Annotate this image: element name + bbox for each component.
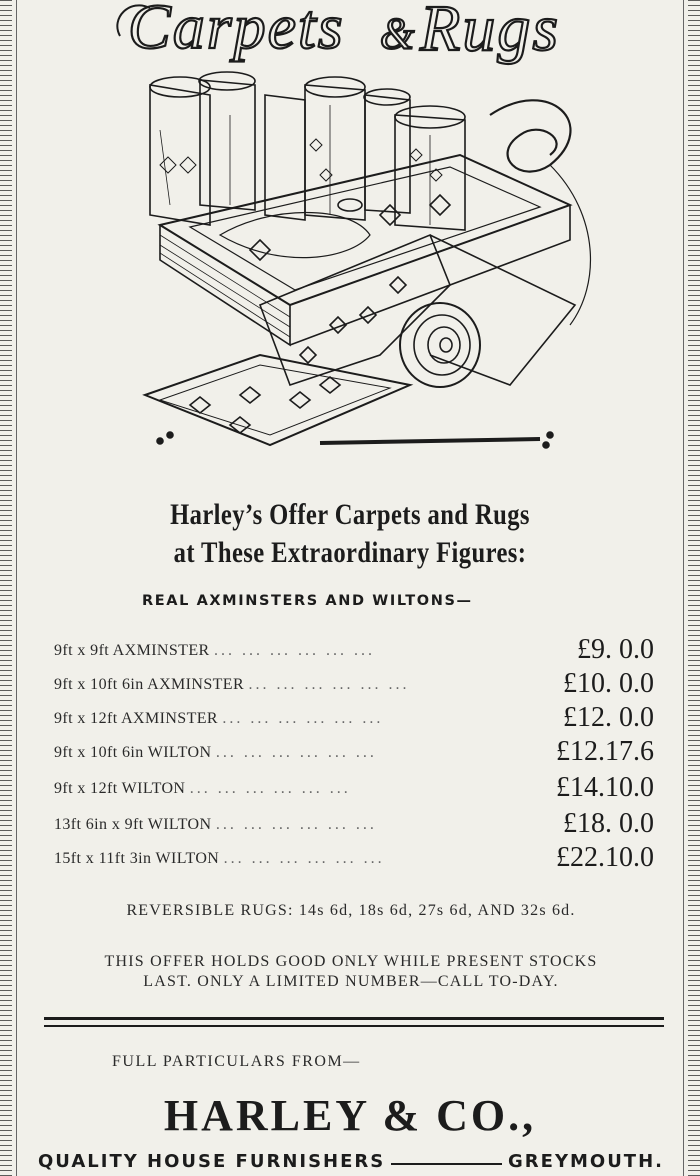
- leader-dots: ... ... ... ... ... ...: [215, 744, 377, 761]
- price-row: [54, 736, 654, 770]
- particulars-line: FULL PARTICULARS FROM—: [112, 1053, 361, 1070]
- price-value: £12.17.6: [556, 736, 654, 767]
- footer-town: GREYMOUTH.: [508, 1151, 664, 1172]
- price-item-label: 9ft x 12ft WILTON: [54, 780, 186, 797]
- price-row: [54, 842, 654, 876]
- headline-ampersand: &: [380, 9, 415, 58]
- company-name: HARLEY & CO.,: [163, 1091, 537, 1140]
- headline-rugs: Rugs: [420, 0, 560, 65]
- price-value: £22.10.0: [556, 842, 654, 873]
- leader-dots: ... ... ... ... ... ...: [189, 780, 351, 797]
- subheading: REAL AXMINSTERS AND WILTONS—: [142, 593, 473, 609]
- reversible-rugs-line: REVERSIBLE RUGS: 14s 6d, 18s 6d, 27s 6d, AND 32s 6d.: [126, 902, 576, 919]
- front-rug-icon: [145, 355, 410, 445]
- leader-dots: ... ... ... ... ... ...: [222, 710, 384, 727]
- price-value: £9. 0.0: [577, 634, 654, 665]
- right-border-line: [683, 0, 684, 1176]
- price-row: [54, 668, 654, 702]
- price-item-label: 9ft x 10ft 6in WILTON: [54, 744, 212, 761]
- left-border-texture: [0, 0, 12, 1176]
- price-row: [54, 772, 654, 806]
- price-value: £14.10.0: [556, 772, 654, 803]
- footer-line: [38, 1151, 664, 1172]
- swirl-flourish-icon: [490, 100, 570, 171]
- leader-dots: ... ... ... ... ... ...: [215, 816, 377, 833]
- divider-top: [44, 1017, 664, 1020]
- price-value: £10. 0.0: [563, 668, 654, 699]
- left-border-line: [16, 0, 17, 1176]
- price-item-label: 13ft 6in x 9ft WILTON: [54, 816, 212, 833]
- headline-carpets: Carpets: [128, 0, 345, 62]
- leader-dots: ... ... ... ... ... ...: [248, 676, 410, 693]
- offer-heading-line-2: at These Extraordinary Figures:: [173, 536, 527, 569]
- price-item-label: 9ft x 12ft AXMINSTER: [54, 710, 218, 727]
- carpet-rolls-icon: [150, 72, 465, 230]
- notice-line-1: THIS OFFER HOLDS GOOD ONLY WHILE PRESENT STOCKS: [104, 953, 598, 970]
- notice-line-2: LAST. ONLY A LIMITED NUMBER—CALL TO-DAY.: [143, 973, 559, 990]
- price-item-label: 9ft x 9ft AXMINSTER: [54, 642, 210, 659]
- decorative-rule: [320, 439, 540, 443]
- price-row: [54, 634, 654, 668]
- price-item-label: 15ft x 11ft 3in WILTON: [54, 850, 220, 867]
- footer-tagline: QUALITY HOUSE FURNISHERS: [38, 1151, 386, 1172]
- divider-bottom: [44, 1025, 664, 1027]
- leader-dots: ... ... ... ... ... ...: [214, 642, 376, 659]
- right-border-texture: [688, 0, 700, 1176]
- price-row: [54, 808, 654, 842]
- offer-heading-line-1: Harley’s Offer Carpets and Rugs: [170, 498, 530, 531]
- footer-dash: [391, 1163, 502, 1165]
- price-row: [54, 702, 654, 736]
- carpet-illustration: [130, 55, 600, 465]
- leader-dots: ... ... ... ... ... ...: [223, 850, 385, 867]
- price-value: £18. 0.0: [563, 808, 654, 839]
- price-item-label: 9ft x 10ft 6in AXMINSTER: [54, 676, 245, 693]
- price-value: £12. 0.0: [563, 702, 654, 733]
